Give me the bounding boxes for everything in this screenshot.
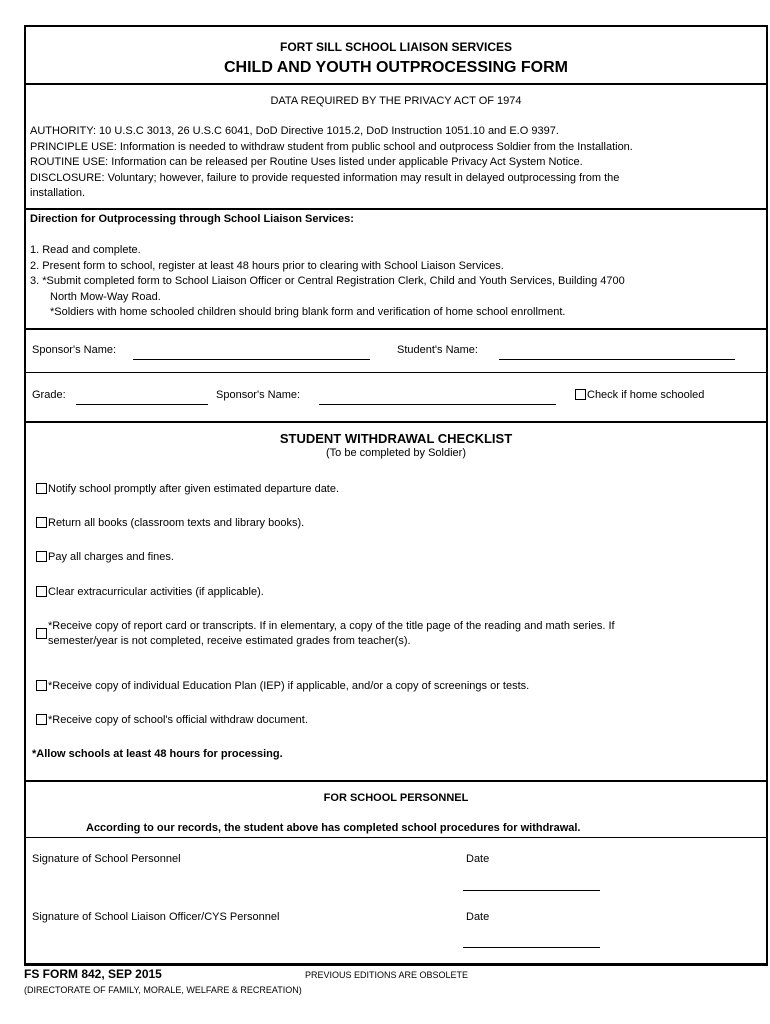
- date-2-input[interactable]: [463, 947, 600, 948]
- checklist-item: Pay all charges and fines.: [48, 551, 174, 563]
- checklist-item: *Receive copy of school's official withdraw document.: [48, 714, 308, 726]
- grade-label: Grade:: [32, 389, 66, 401]
- checklist-item: *Receive copy of report card or transcripts. If in elementary, a copy of the title page of the reading and math series. If: [48, 620, 615, 632]
- privacy-authority: AUTHORITY: 10 U.S.C 3013, 26 U.S.C 6041, DoD Directive 1015.2, DoD Instruction 1051.10 and E.O 9397.: [30, 125, 559, 137]
- checklist-title: STUDENT WITHDRAWAL CHECKLIST: [279, 431, 513, 446]
- sponsor-name-2-input[interactable]: [319, 404, 556, 405]
- directions-heading: Direction for Outprocessing through School Liaison Services:: [30, 213, 354, 225]
- form-id: FS FORM 842, SEP 2015: [24, 967, 162, 981]
- checkbox-withdraw-document[interactable]: [36, 714, 47, 725]
- org-name: FORT SILL SCHOOL LIAISON SERVICES: [279, 40, 513, 54]
- home-schooled-label: Check if home schooled: [587, 389, 705, 401]
- divider: [26, 83, 766, 85]
- directorate: (DIRECTORATE OF FAMILY, MORALE, WELFARE & RECREATION): [24, 985, 302, 995]
- direction-step-3-cont: North Mow-Way Road.: [50, 291, 161, 303]
- date-1-label: Date: [466, 853, 490, 865]
- divider: [26, 421, 766, 423]
- grade-input[interactable]: [76, 404, 208, 405]
- privacy-heading: DATA REQUIRED BY THE PRIVACY ACT OF 1974: [270, 95, 522, 107]
- personnel-statement: According to our records, the student above has completed school procedures for withdrawal.: [86, 822, 581, 834]
- divider: [26, 208, 766, 210]
- direction-step-3: 3. *Submit completed form to School Liaison Officer or Central Registration Clerk, Child and Youth Services, Building 4700: [30, 275, 625, 287]
- checkbox-return-books[interactable]: [36, 517, 47, 528]
- privacy-disclosure-cont: installation.: [30, 187, 86, 199]
- checklist-item: Clear extracurricular activities (if applicable).: [48, 586, 264, 598]
- checklist-item: *Receive copy of individual Education Plan (IEP) if applicable, and/or a copy of screenings or tests.: [48, 680, 530, 692]
- checkbox-iep[interactable]: [36, 680, 47, 691]
- checklist-subtitle: (To be completed by Soldier): [325, 447, 466, 459]
- processing-note: *Allow schools at least 48 hours for processing.: [32, 748, 283, 760]
- form-frame: [24, 25, 768, 966]
- direction-step-1: 1. Read and complete.: [30, 244, 141, 256]
- form-title: CHILD AND YOUTH OUTPROCESSING FORM: [223, 59, 568, 76]
- obsolete-notice: PREVIOUS EDITIONS ARE OBSOLETE: [305, 970, 469, 980]
- date-1-input[interactable]: [463, 890, 600, 891]
- privacy-routine: ROUTINE USE: Information can be released per Routine Uses listed under applicable Privacy Act System Notice.: [30, 156, 583, 168]
- sponsor-name-2-label: Sponsor's Name:: [216, 389, 301, 401]
- divider: [26, 780, 766, 782]
- divider: [26, 837, 766, 838]
- privacy-principle: PRINCIPLE USE: Information is needed to withdraw student from public school and outprocess Soldier from the Installation.: [30, 141, 633, 153]
- sponsor-name-input[interactable]: [133, 359, 370, 360]
- student-name-label: Student's Name:: [397, 344, 478, 356]
- sponsor-name-label: Sponsor's Name:: [32, 344, 117, 356]
- personnel-heading: FOR SCHOOL PERSONNEL: [323, 792, 469, 804]
- checkbox-report-card[interactable]: [36, 628, 47, 639]
- direction-step-2: 2. Present form to school, register at least 48 hours prior to clearing with School Liaison Services.: [30, 260, 504, 272]
- checkbox-pay-charges[interactable]: [36, 551, 47, 562]
- checkbox-extracurricular[interactable]: [36, 586, 47, 597]
- divider: [26, 328, 766, 330]
- divider: [26, 372, 766, 373]
- checkbox-notify-school[interactable]: [36, 483, 47, 494]
- checklist-item-cont: semester/year is not completed, receive estimated grades from teacher(s).: [48, 635, 411, 647]
- signature-liaison-label: Signature of School Liaison Officer/CYS Personnel: [32, 911, 280, 923]
- checklist-item: Notify school promptly after given estimated departure date.: [48, 483, 340, 495]
- privacy-disclosure: DISCLOSURE: Voluntary; however, failure to provide requested information may result in delayed outprocessing from the: [30, 172, 620, 184]
- direction-home-school-note: *Soldiers with home schooled children should bring blank form and verification of home school enrollment.: [50, 306, 566, 318]
- student-name-input[interactable]: [499, 359, 735, 360]
- home-schooled-checkbox[interactable]: [575, 389, 586, 400]
- signature-school-personnel-label: Signature of School Personnel: [32, 853, 181, 865]
- checklist-item: Return all books (classroom texts and library books).: [48, 517, 305, 529]
- date-2-label: Date: [466, 911, 490, 923]
